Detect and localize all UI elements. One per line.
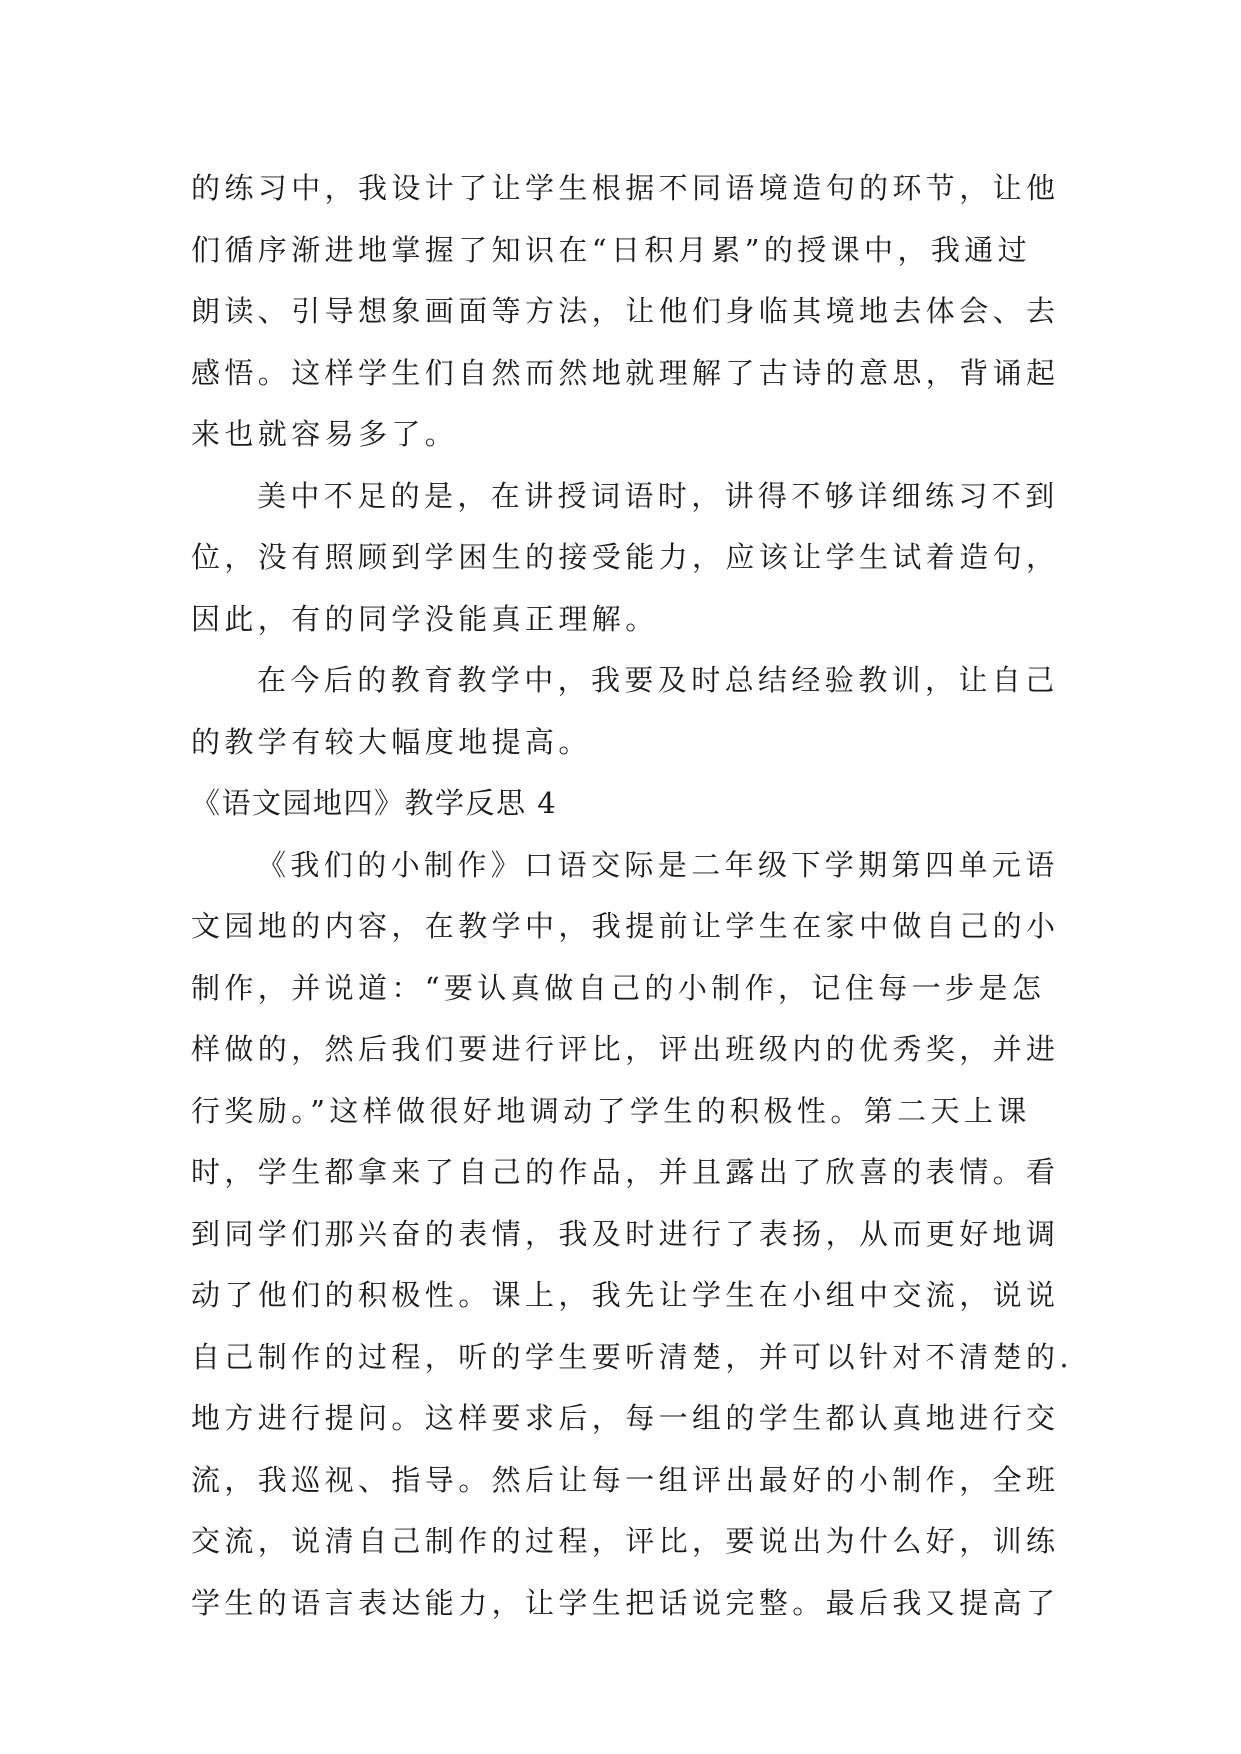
text-line: 动了他们的积极性。课上，我先让学生在小组中交流，说说 (191, 1278, 1060, 1312)
text-line: 自己制作的过程，听的学生要听清楚，并可以针对不清楚的. (191, 1339, 1074, 1374)
text-line: 在今后的教育教学中，我要及时总结经验教训，让自己 (257, 663, 1059, 697)
text-line: 学生的语言表达能力，让学生把话说完整。最后我又提高了 (191, 1585, 1060, 1620)
text-line: 到同学们那兴奋的表情，我及时进行了表扬，从而更好地调 (191, 1216, 1060, 1251)
document-body (191, 158, 1074, 1634)
text-line: 行奖励。”这样做很好地调动了学生的积极性。第二天上课 (191, 1093, 1031, 1128)
text-line: 的练习中，我设计了让学生根据不同语境造句的环节，让他 (191, 171, 1060, 205)
text-line: 位，没有照顾到学困生的接受能力，应该让学生试着造句， (191, 540, 1060, 574)
text-line: 因此，有的同学没能真正理解。 (191, 601, 659, 636)
text-line: 时，学生都拿来了自己的作品，并且露出了欣喜的表情。看 (191, 1155, 1060, 1189)
text-line: 感悟。这样学生们自然而然地就理解了古诗的意思，背诵起 (191, 355, 1060, 390)
text-line: 地方进行提问。这样要求后，每一组的学生都认真地进行交 (191, 1401, 1060, 1435)
text-line: 样做的，然后我们要进行评比，评出班级内的优秀奖，并进 (191, 1032, 1060, 1066)
text-line: 美中不足的是，在讲授词语时，讲得不够详细练习不到 (257, 478, 1059, 513)
text-line: 的教学有较大幅度地提高。 (191, 724, 592, 759)
text-line: 文园地的内容，在教学中，我提前让学生在家中做自己的小 (191, 909, 1060, 943)
text-line: 流，我巡视、指导。然后让每一组评出最好的小制作，全班 (191, 1462, 1060, 1497)
text-line: 制作，并说道：“要认真做自己的小制作，记住每一步是怎 (191, 970, 1046, 1005)
text-line: 们循序渐进地掌握了知识在“日积月累”的授课中，我通过 (191, 232, 1032, 267)
text-line: 《我们的小制作》口语交际是二年级下学期第四单元语 (257, 847, 1059, 882)
text-line: 朗读、引导想象画面等方法，让他们身临其境地去体会、去 (191, 294, 1060, 328)
text-line: 交流，说清自己制作的过程，评比，要说出为什么好，训练 (191, 1524, 1060, 1558)
text-line: 来也就容易多了。 (191, 417, 459, 451)
section-heading: 《语文园地四》教学反思 4 (191, 786, 558, 820)
